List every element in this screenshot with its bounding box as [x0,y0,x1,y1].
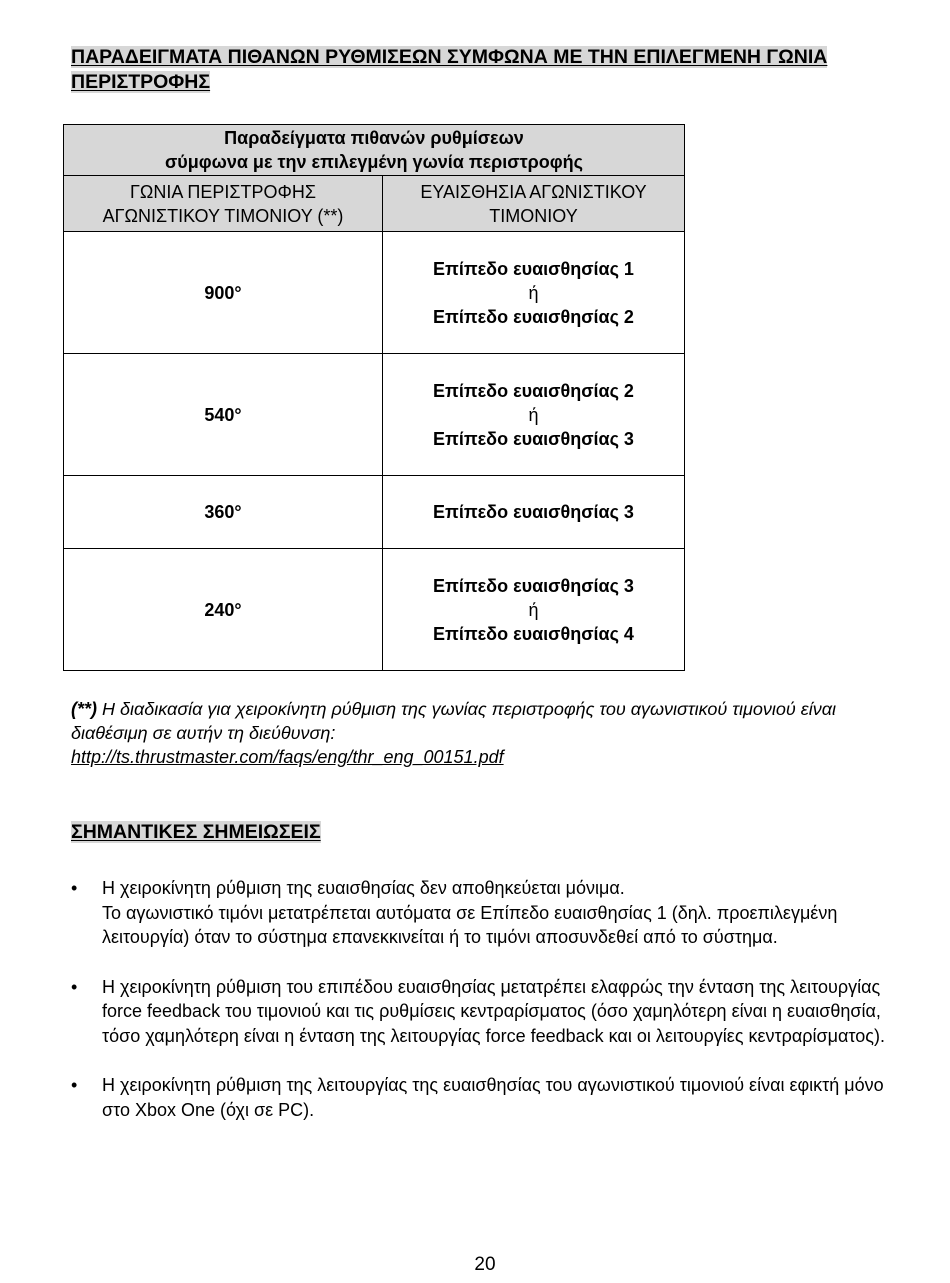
table-row [64,354,685,476]
manual-setup-link[interactable]: http://ts.thrustmaster.com/faqs/eng/thr_eng_00151.pdf [71,747,504,767]
sensitivity-cell: Επίπεδο ευαισθησίας 3 [383,476,685,549]
angle-cell: 540° [64,354,383,476]
bullet-icon: • [71,1075,78,1095]
angle-cell: 900° [64,232,383,354]
table-row [64,232,685,354]
list-item: • Η χειροκίνητη ρύθμιση της ευαισθησίας δεν αποθηκεύεται μόνιμα. Το αγωνιστικό τιμόνι μετατρέπεται αυτόματα σε Επίπεδο ευαισθησίας 1 (δηλ. προεπιλεγμένη λειτουργία) όταν το σύστημα επανεκκινείται ή το τιμόνι αποσυνδεθεί από το σύστημα. [71,878,838,947]
table-caption: Παραδείγματα πιθανών ρυθμίσεων σύμφωνα με την επιλεγμένη γωνία περιστροφής [64,125,685,176]
angle-cell: 240° [64,549,383,671]
footnote-marker: (**) [71,699,97,719]
important-notes-list [71,876,916,1147]
sensitivity-cell: Επίπεδο ευαισθησίας 1 ή Επίπεδο ευαισθησίας 2 [383,232,685,354]
section-heading-important-notes: ΣΗΜΑΝΤΙΚΕΣ ΣΗΜΕΙΩΣΕΙΣ [71,821,321,843]
list-item: • Η χειροκίνητη ρύθμιση του επιπέδου ευαισθησίας μετατρέπει ελαφρώς την ένταση της λειτουργίας force feedback του τιμονιού και τις ρυθμίσεις κεντραρίσματος (όσο χαμηλότερη είναι η ευαισθησία, τόσο χαμηλότερη είναι η ένταση της λειτουργίας force feedback και οι λειτουργίες κεντραρίσματος). [71,976,885,1046]
sensitivity-settings-table [63,124,685,671]
sensitivity-cell: Επίπεδο ευαισθησίας 2 ή Επίπεδο ευαισθησίας 3 [383,354,685,476]
bullet-icon: • [71,976,78,997]
footnote-text: Η διαδικασία για χειροκίνητη ρύθμιση της γωνίας περιστροφής του αγωνιστικού τιμονιού είναι διαθέσιμη σε αυτήν τη διεύθυνση: [71,699,836,743]
table-row [64,549,685,671]
table-row [64,476,685,549]
page-number: 20 [474,1254,496,1275]
sensitivity-cell: Επίπεδο ευαισθησίας 3 ή Επίπεδο ευαισθησίας 4 [383,549,685,671]
footnote [71,697,891,769]
section-heading-rotation-examples: ΠΑΡΑΔΕΙΓΜΑΤΑ ΠΙΘΑΝΩΝ ΡΥΘΜΙΣΕΩΝ ΣΥΜΦΩΝΑ ΜΕ ΤΗΝ ΕΠΙΛΕΓΜΕΝΗ ΓΩΝΙΑ ΠΕΡΙΣΤΡΟΦΗΣ [71,46,828,93]
column-header-rotation-angle: ΓΩΝΙΑ ΠΕΡΙΣΤΡΟΦΗΣ ΑΓΩΝΙΣΤΙΚΟΥ ΤΙΜΟΝΙΟΥ (**) [64,176,383,232]
column-header-sensitivity: ΕΥΑΙΣΘΗΣΙΑ ΑΓΩΝΙΣΤΙΚΟΥ ΤΙΜΟΝΙΟΥ [383,176,685,232]
bullet-icon: • [71,878,78,898]
angle-cell: 360° [64,476,383,549]
list-item: • Η χειροκίνητη ρύθμιση της λειτουργίας της ευαισθησίας του αγωνιστικού τιμονιού είναι εφικτή μόνο στο Xbox One (όχι σε PC). [71,1075,884,1120]
